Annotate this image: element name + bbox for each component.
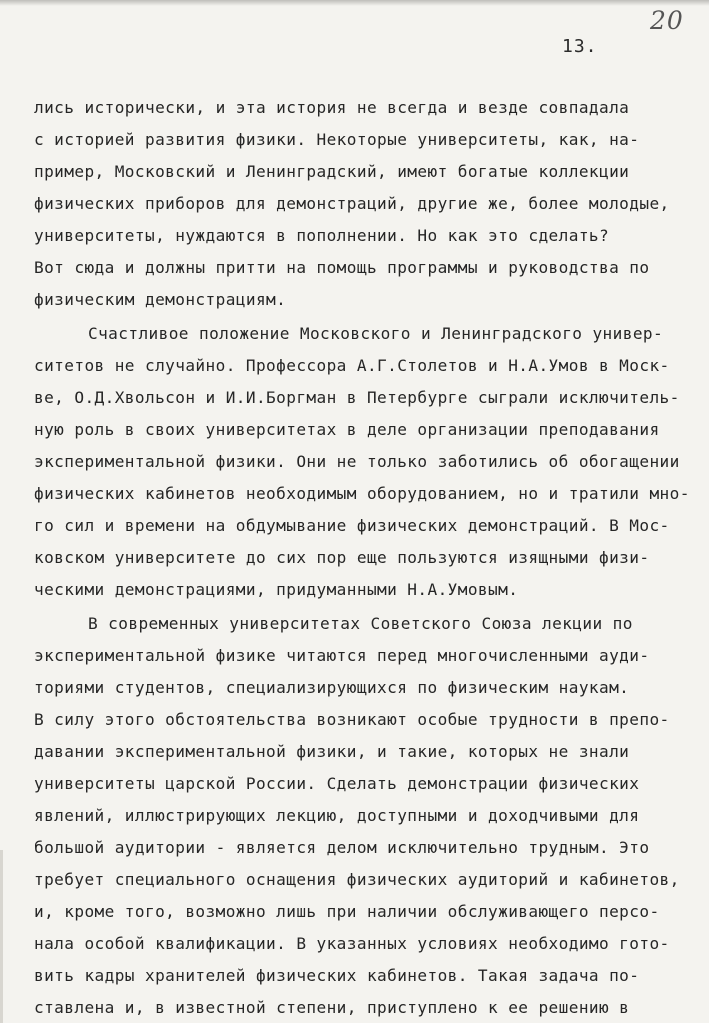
text-line-28: вить кадры хранителей физических кабинетов. Такая задача по-	[34, 966, 640, 985]
text-line-4: физических приборов для демонстраций, другие же, более молодые,	[34, 194, 670, 213]
text-line-22: университеты царской России. Сделать демонстрации физических	[34, 774, 640, 793]
text-line-6: Вот сюда и должны притти на помощь программы и руководства по	[34, 258, 650, 277]
page-number: 13.	[562, 36, 598, 57]
text-line-8: Счастливое положение Московского и Ленинградского универ-	[88, 324, 664, 343]
text-line-7: физическим демонстрациям.	[34, 290, 287, 309]
text-line-16: ческими демонстрациями, придуманными Н.А.Умовым.	[34, 580, 519, 599]
text-line-10: ве, О.Д.Хвольсон и И.И.Боргман в Петербурге сыграли исключитель-	[34, 388, 680, 407]
text-line-14: го сил и времени на обдумывание физических демонстраций. В Мос-	[34, 516, 670, 535]
text-line-27: нала особой квалификации. В указанных условиях необходимо гото-	[34, 934, 670, 953]
text-line-29: ставлена и, в известной степени, приступлено к ее решению в	[34, 998, 630, 1017]
text-line-11: ную роль в своих университетах в деле организации преподавания	[34, 420, 660, 439]
text-line-25: требует специального оснащения физических аудиторий и кабинетов,	[34, 870, 680, 889]
text-line-2: с историей развития физики. Некоторые университеты, как, на-	[34, 130, 640, 149]
scan-margin-shadow	[0, 850, 3, 1023]
text-line-21: давании экспериментальной физики, и такие, которых не знали	[34, 742, 630, 761]
text-line-3: пример, Московский и Ленинградский, имеют богатые коллекции	[34, 162, 630, 181]
text-line-24: большой аудитории - является делом исключительно трудным. Это	[34, 838, 650, 857]
text-line-26: и, кроме того, возможно лишь при наличии обслуживающего персо-	[34, 902, 660, 921]
scan-top-edge	[0, 0, 709, 6]
text-line-17: В современных университетах Советского Союза лекции по	[88, 614, 633, 633]
handwritten-sheet-number: 20	[650, 6, 684, 35]
text-line-5: университеты, нуждаются в пополнении. Но как это сделать?	[34, 226, 610, 245]
text-line-12: экспериментальной физики. Они не только заботились об обогащении	[34, 452, 680, 471]
text-line-20: В силу этого обстоятельства возникают особые трудности в препо-	[34, 710, 670, 729]
text-line-9: ситетов не случайно. Профессора А.Г.Столетов и Н.А.Умов в Моск-	[34, 356, 670, 375]
text-line-13: физических кабинетов необходимым оборудованием, но и тратили мно-	[34, 484, 690, 503]
text-line-18: экспериментальной физике читаются перед многочисленными ауди-	[34, 646, 650, 665]
text-line-23: явлений, иллюстрирующих лекцию, доступными и доходчивыми для	[34, 806, 640, 825]
text-line-15: ковском университете до сих пор еще пользуются изящными физи-	[34, 548, 650, 567]
text-line-19: ториями студентов, специализирующихся по физическим наукам.	[34, 678, 630, 697]
text-line-1: лись исторически, и эта история не всегда и везде совпадала	[34, 98, 630, 117]
